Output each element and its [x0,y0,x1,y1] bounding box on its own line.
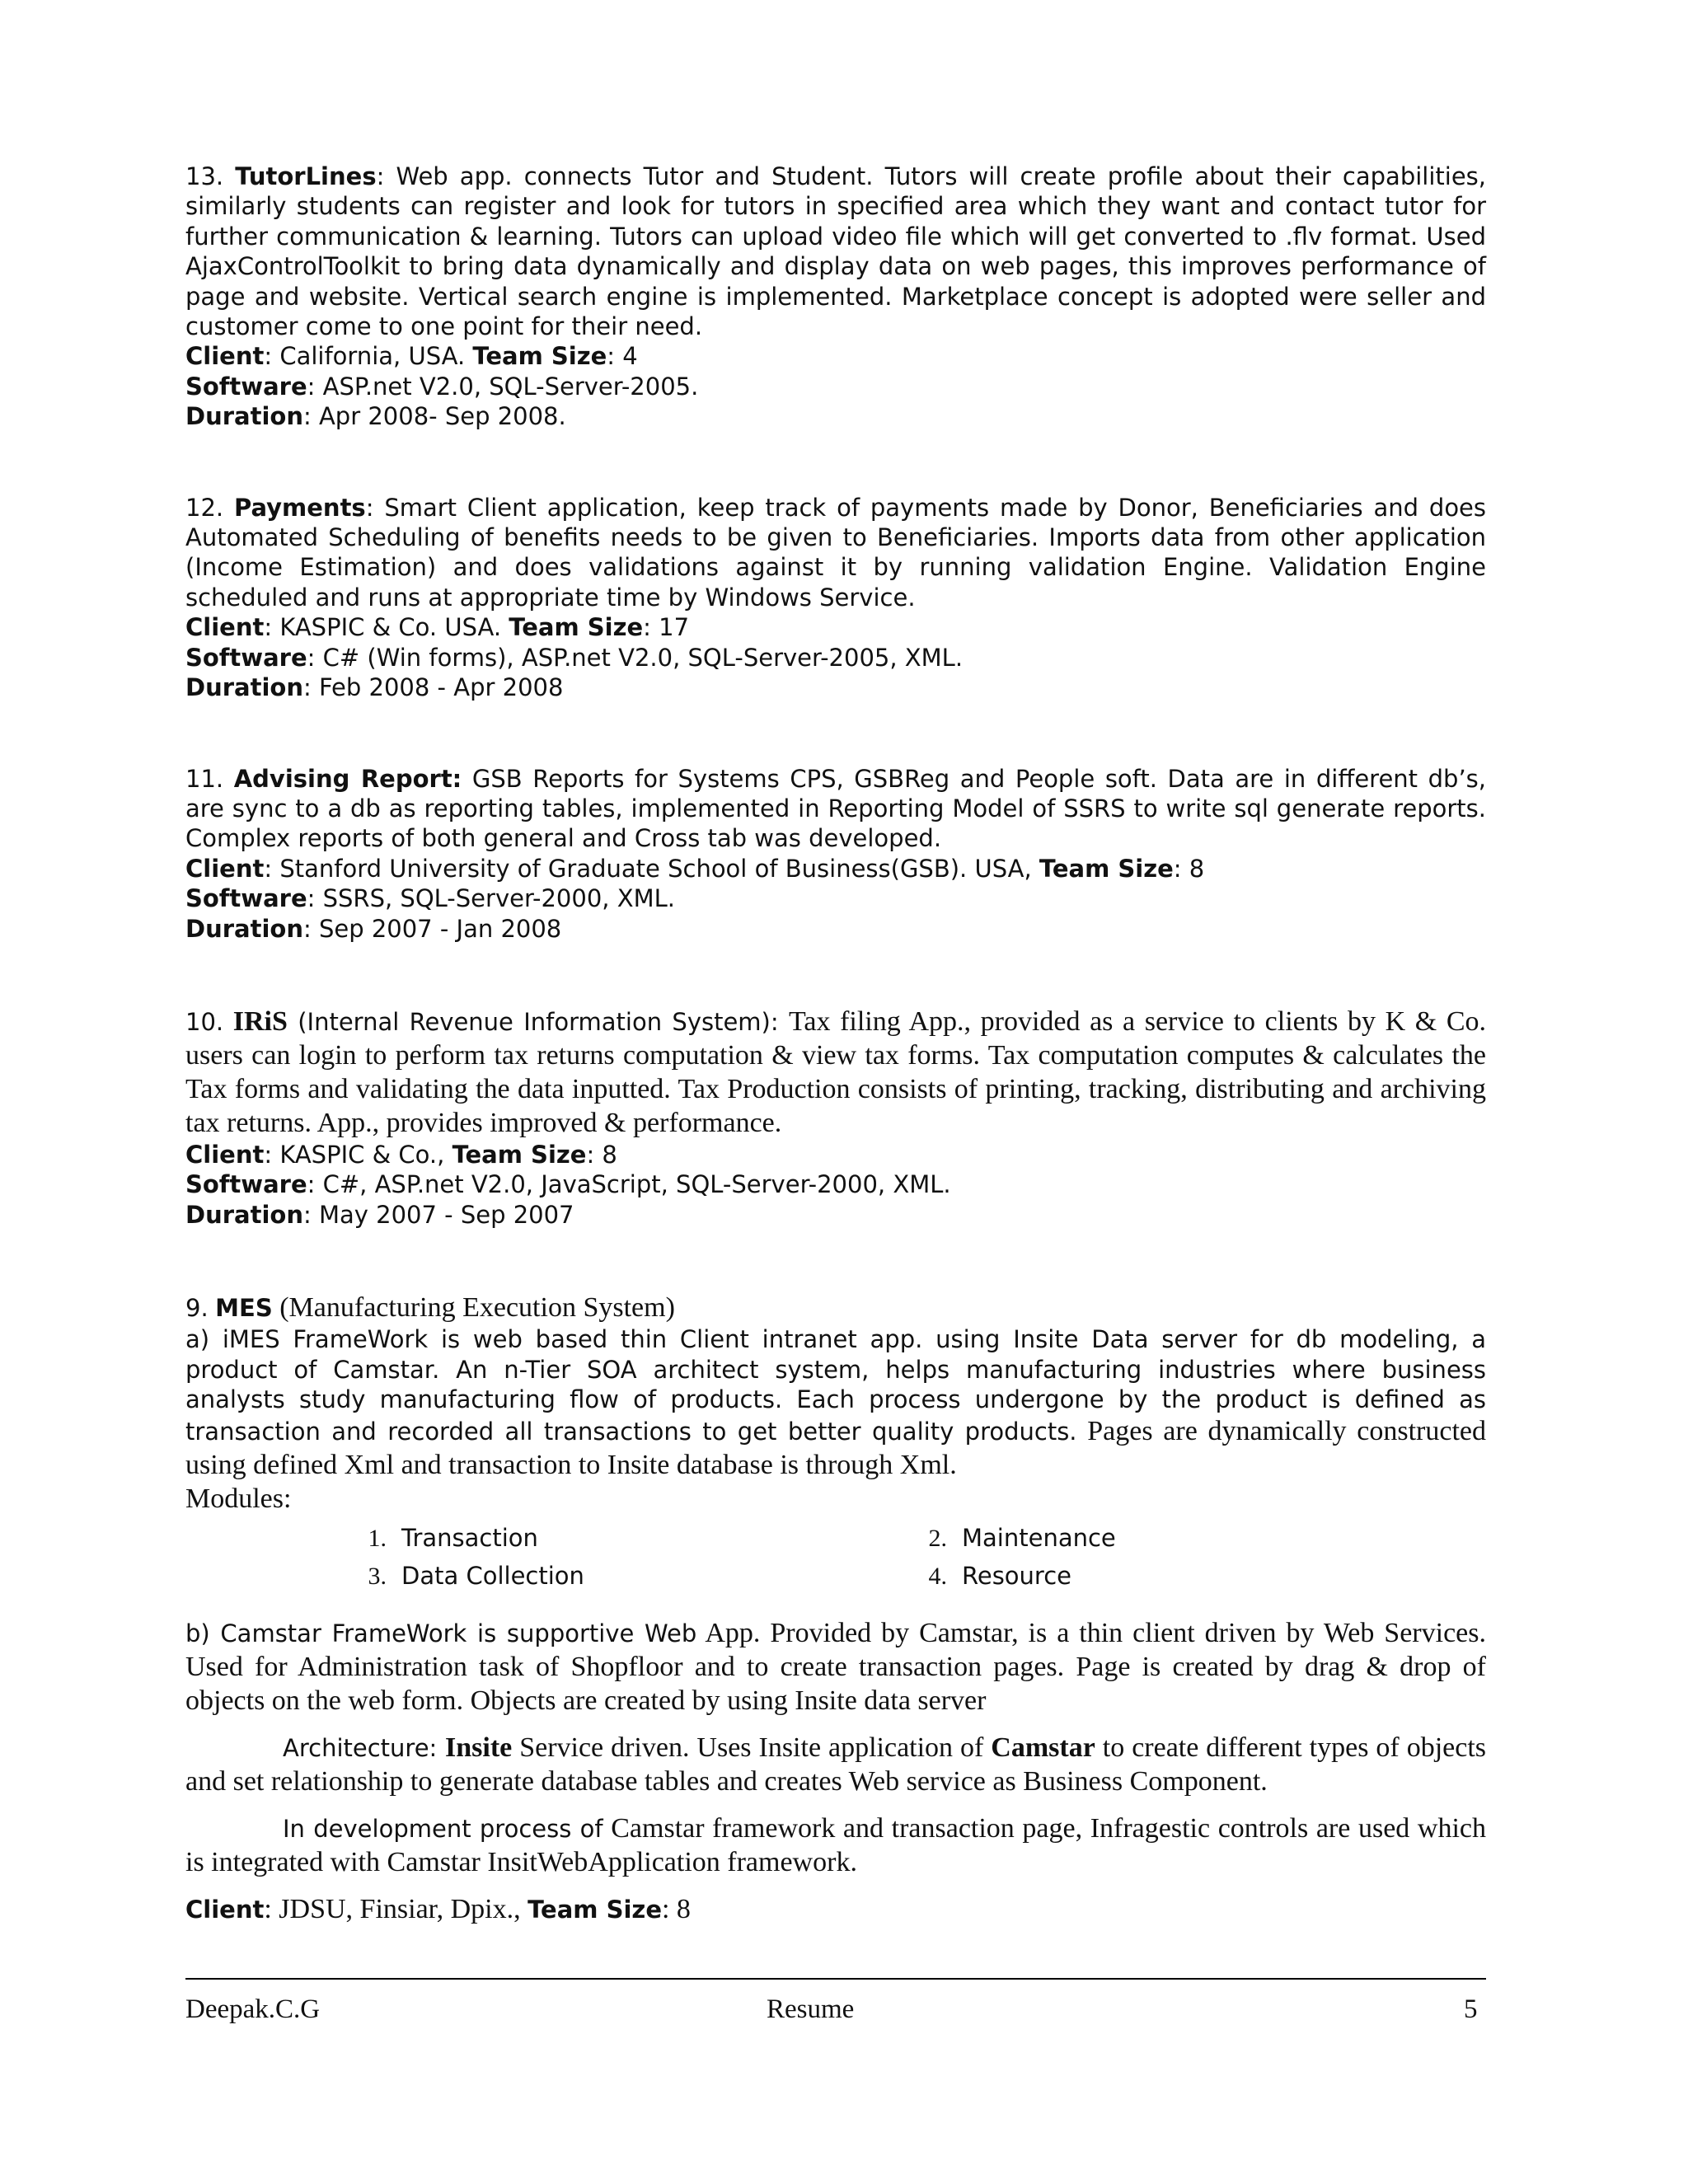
modules-list [185,1524,1486,1603]
project-11 [185,764,1486,944]
footer-title: Resume [767,1994,855,2024]
footer-divider [185,1978,1486,1980]
software-line: Software: SSRS, SQL-Server-2000, XML. [185,884,675,913]
module-item: 1. Transaction [368,1524,538,1553]
project-10 [185,1005,1486,1230]
footer-author: Deepak.C.G [185,1994,321,2024]
client-line: Client: California, USA. Team Size: 4 [185,342,638,371]
project-description: 13. TutorLines: Web app. connects Tutor and Student. Tutors will create profile about their capabilities, similarly students can register and look for tutors in specified area which they want and contact tutor for further communication & learning. Tutors can upload video file which will get converted to .flv format. Used AjaxControlToolkit to bring data dynamically and display data on web pages, this improves performance of page and website. Vertical search engine is implemented. Marketplace concept is adopted were seller and customer come to one point for their need. [185,162,1486,341]
resume-page [185,162,1486,1926]
software-line: Software: C#, ASP.net V2.0, JavaScript, SQL-Server-2000, XML. [185,1170,951,1199]
project-13 [185,162,1486,432]
project-description: 11. Advising Report: GSB Reports for Systems CPS, GSBReg and People soft. Data are in different db’s, are sync to a db as reporting tables, implemented in Reporting Model of SSRS to write sql generate reports. Complex reports of both general and Cross tab was developed. [185,764,1486,853]
development-paragraph: In development process of Camstar framework and transaction page, Infragestic controls are used which is integrated with Camstar InsitWebApplication framework. [185,1813,1486,1878]
modules-label: Modules: [185,1483,292,1515]
client-line: Client: JDSU, Finsiar, Dpix., Team Size: 8 [185,1894,691,1925]
project-description: 12. Payments: Smart Client application, keep track of payments made by Donor, Beneficiaries and does Automated Scheduling of benefits needs to be given to Beneficiaries. Imports data from other application (Income Estimation) and does validations against it by running validation Engine. Validation Engine scheduled and runs at appropriate time by Windows Service. [185,493,1487,612]
project-title: MES [215,1294,273,1323]
duration-line: Duration: May 2007 - Sep 2007 [185,1200,574,1229]
duration-line: Duration: Sep 2007 - Jan 2008 [185,914,562,943]
project-title: TutorLines [235,162,377,190]
module-item: 3. Data Collection [368,1562,584,1591]
duration-line: Duration: Feb 2008 - Apr 2008 [185,673,564,702]
module-item: 2. Maintenance [928,1524,1116,1553]
footer-page-number: 5 [1464,1994,1478,2024]
project-12 [185,493,1486,703]
project-title: Advising Report: [233,764,462,793]
mes-part-b: b) Camstar FrameWork is supportive Web App. Provided by Camstar, is a thin client driven by Web Services. Used for Administration task of Shopfloor and to create transaction pages. Page is created by drag & drop of objects on the web form. Objects are created by using Insite data server [185,1618,1486,1717]
architecture-paragraph: Architecture: Insite Service driven. Uses Insite application of Camstar to create different types of objects and set relationship to generate database tables and creates Web service as Business Component. [185,1732,1486,1797]
client-line: Client: KASPIC & Co. USA. Team Size: 17 [185,613,690,642]
project-description: 10. IRiS (Internal Revenue Information System): Tax filing App., provided as a service to clients by K & Co. users can login to perform tax returns computation & view tax forms. Tax computation computes & calculates the Tax forms and validating the data inputted. Tax Production consists of printing, tracking, distributing and archiving tax returns. App., provides improved & performance. [185,1005,1487,1138]
project-title: IRiS [232,1005,288,1037]
module-item: 4. Resource [928,1562,1071,1591]
project-title: Payments [233,493,366,522]
software-line: Software: ASP.net V2.0, SQL-Server-2005. [185,372,699,401]
client-line: Client: Stanford University of Graduate School of Business(GSB). USA, Team Size: 8 [185,854,1205,883]
client-line: Client: KASPIC & Co., Team Size: 8 [185,1140,617,1169]
mes-part-a: a) iMES FrameWork is web based thin Client intranet app. using Insite Data server for db modeling, a product of Camstar. An n-Tier SOA architect system, helps manufacturing industries where business analysts study manufacturing flow of products. Each process undergone by the product is defined as transaction and recorded all transactions to get better quality products. Pages are dynamically constructed using defined Xml and transaction to Insite database is through Xml. [185,1325,1486,1481]
duration-line: Duration: Apr 2008- Sep 2008. [185,402,566,431]
project-9 [185,1291,1486,1926]
software-line: Software: C# (Win forms), ASP.net V2.0, SQL-Server-2005, XML. [185,643,964,672]
project-heading: 9. MES (Manufacturing Execution System) [185,1292,675,1324]
